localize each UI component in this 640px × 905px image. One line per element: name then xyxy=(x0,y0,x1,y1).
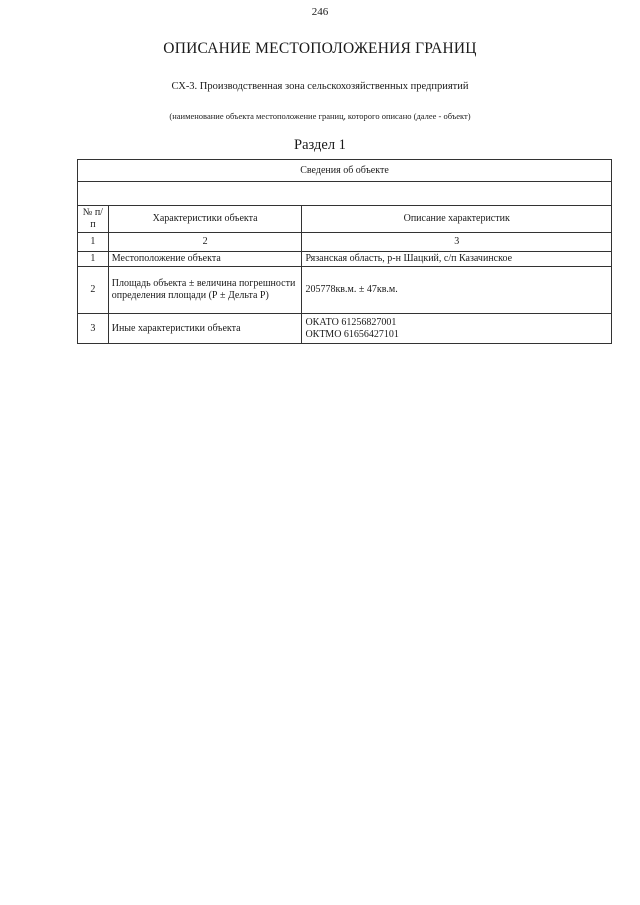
table-blank-cell xyxy=(78,182,612,206)
row-num: 1 xyxy=(78,252,109,267)
row-description-line: 205778кв.м. ± 47кв.м. xyxy=(305,284,398,295)
table-row xyxy=(78,252,612,267)
row-description xyxy=(302,314,612,344)
table-blank-row xyxy=(78,182,612,206)
column-number-2: 2 xyxy=(108,233,302,252)
row-description-line: ОКАТО 61256827001 xyxy=(305,316,397,328)
page-number: 246 xyxy=(311,6,329,18)
row-characteristic: Местоположение объекта xyxy=(108,252,302,267)
row-characteristic: Иные характеристики объекта xyxy=(108,314,302,344)
zone-caption: (наименование объекта местоположение границ, которого описано (далее - объект) xyxy=(169,111,471,121)
document-title: ОПИСАНИЕ МЕСТОПОЛОЖЕНИЯ ГРАНИЦ xyxy=(163,40,477,57)
row-description-line: Рязанская область, р-н Шацкий, с/п Казачинское xyxy=(305,253,513,264)
table-header-row xyxy=(78,160,612,182)
column-number-row xyxy=(78,233,612,252)
section-title: Раздел 1 xyxy=(294,137,346,153)
table-header: Сведения об объекте xyxy=(78,160,612,182)
column-number-1: 1 xyxy=(78,233,109,252)
table-row xyxy=(78,314,612,344)
row-description xyxy=(302,267,612,314)
table-row xyxy=(78,267,612,314)
row-description-line: ОКТМО 61656427101 xyxy=(305,328,399,340)
row-num: 2 xyxy=(78,267,109,314)
zone-name: СХ-3. Производственная зона сельскохозяйственных предприятий xyxy=(171,81,469,92)
row-characteristic: Площадь объекта ± величина погрешности определения площади (Р ± Дельта Р) xyxy=(108,267,302,314)
row-num: 3 xyxy=(78,314,109,344)
column-header-characteristic: Характеристики объекта xyxy=(108,206,302,233)
row-description xyxy=(302,252,612,267)
object-info-table xyxy=(77,159,612,344)
column-header-num: № п/п xyxy=(78,206,109,233)
column-header-description: Описание характеристик xyxy=(302,206,612,233)
column-number-3: 3 xyxy=(302,233,612,252)
column-header-row xyxy=(78,206,612,233)
